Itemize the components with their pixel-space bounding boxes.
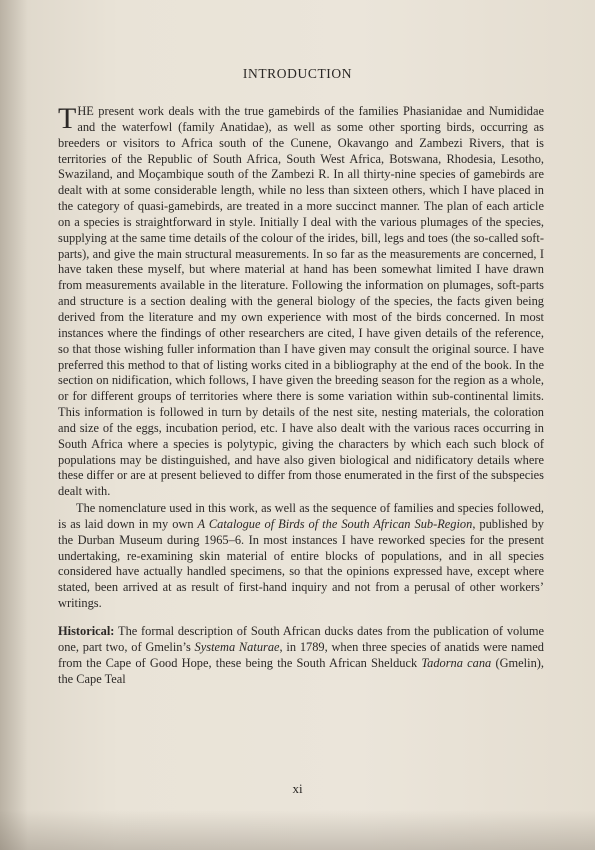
paragraph-2 xyxy=(58,501,544,612)
historical-text-a: The formal description of South African ducks dates from the publication of volume one, part two, of Gmelin’s xyxy=(58,624,544,654)
historical-text-b: , in 1789, when three species of anatids were named from the Cape of Good Hope, these being the South African Shelduck xyxy=(58,639,544,670)
paragraph-2-text-a: The nomenclature used in this work, as well as the sequence of families and species followed, is as laid down in my own xyxy=(58,501,544,531)
historical-text-c: (Gmelin), the Cape Teal xyxy=(58,655,544,686)
page-gutter-shadow xyxy=(0,0,28,850)
page-number: xi xyxy=(292,781,303,796)
paragraph-historical xyxy=(58,624,544,687)
catalogue-title: A Catalogue of Birds of the South African Sub-Region xyxy=(197,516,473,531)
page-bottom-shadow xyxy=(0,810,595,850)
body-text xyxy=(58,104,544,687)
systema-naturae-title: Systema Naturae xyxy=(194,639,280,654)
species-name: Tadorna cana xyxy=(421,655,492,670)
chapter-title: INTRODUCTION xyxy=(242,66,353,81)
paragraph-1-text: HE present work deals with the true gamebirds of the families Phasianidae and Numididae and the waterfowl (family Anatidae), as well as some other sporting birds, occurring as breeders or visitors to Africa south of the Cunene, Okavango and Zambezi Rivers, that is territories of the Republic of South Africa, South West Africa, Botswana, Rhodesia, Lesotho, Swaziland, and Moçambique south of the Zambezi R. In all thirty-nine species of gamebirds are dealt with at some considerable length, while no less than sixteen others, which I have placed in the category of quasi-gamebirds, are treated in a more succinct manner. The plan of each article on a species is straightforward in style. Initially I deal with the various plumages of the species, supplying at the same time details of the colour of the irides, bill, legs and toes (the so-called soft-parts), and give the main structural measurements. In so far as the measurements are concerned, I have taken these myself, but where material at hand has been somewhat limited I have drawn from measurements available in the literature. Following the information on plumages, soft-parts and structure is a section dealing with the general biology of the species, the facts given being derived from the literature and my own experience with most of the birds concerned. In most instances where the findings of other researchers are cited, I have given details of the reference, so that those wishing fuller information than I have given may consult the original source. I have preferred this method to that of listing works cited in a bibliography at the end of the book. In the section on nidification, which follows, I have given the breeding season for the region as a whole, or for different groups of territories where there is some variation within sub-continental limits. This information is followed in turn by details of the nest site, nesting materials, the coloration and size of the eggs, incubation period, etc. I have also dealt with the various races occurring in South Africa where a species is polytypic, giving the characters by which each such block of populations may be distinguished, and have also given biological and nidificatory details where these differ or are at present believed to differ from those enumerated in the first of the subspecies dealt with. xyxy=(58,104,544,499)
historical-heading: Historical: xyxy=(58,624,115,638)
drop-cap: T xyxy=(58,102,77,135)
paragraph-2-text-b: , published by the Durban Museum during 1965–6. In most instances I have reworked species for the present undertaking, re-examining skin material of entire blocks of populations, and in all species considered have actually handled specimens, so that the opinions expressed have, except where stated, been arrived at as result of first-hand inquiry and not from a perusal of other workers’ writings. xyxy=(58,516,544,611)
paragraph-1 xyxy=(58,104,544,500)
